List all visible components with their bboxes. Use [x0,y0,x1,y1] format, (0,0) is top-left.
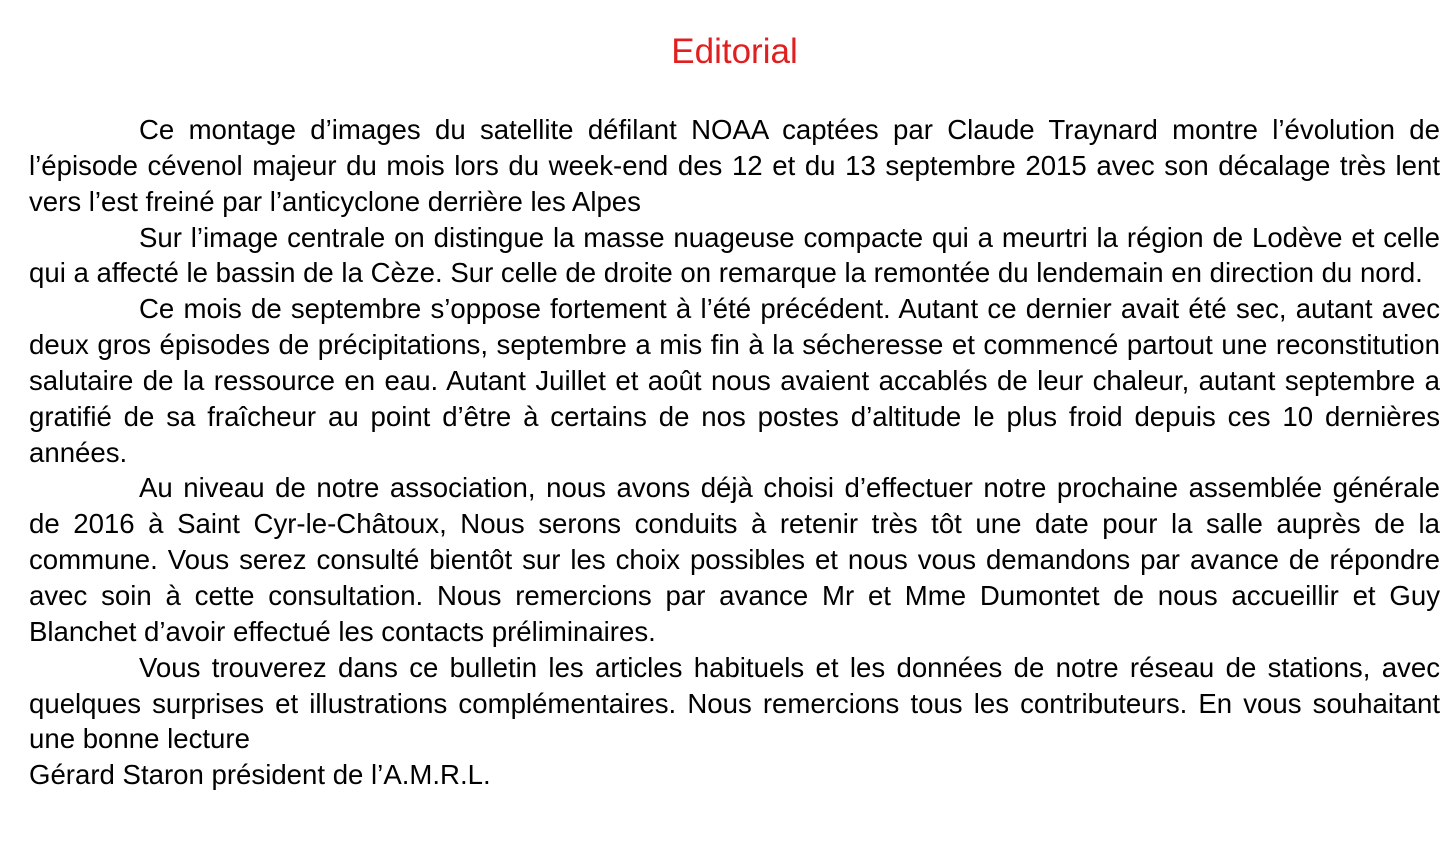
paragraph-central-image: Sur l’image centrale on distingue la masse nuageuse compacte qui a meurtri la région de Lodève et celle qui a affecté le bassin de la Cèze. Sur celle de droite on remarque la remontée du lendemain en direction du nord. [29,221,1440,289]
signature: Gérard Staron président de l’A.M.R.L. [29,759,491,791]
paragraph-association-news: Au niveau de notre association, nous avons déjà choisi d’effectuer notre prochaine assemblée générale de 2016 à Saint Cyr-le-Châtoux, Nous serons conduits à retenir très tôt une date pour la salle auprès de la commune. Vous serez consulté bientôt sur les choix possibles et nous vous demandons par avance de répondre avec soin à cette consultation. Nous remercions par avance Mr et Mme Dumontet de nous accueillir et Guy Blanchet d’avoir effectué les contacts préliminaires. [29,472,1440,647]
page-title: Editorial [671,32,798,71]
editorial-body [29,112,1440,793]
paragraph-satellite-montage: Ce montage d’images du satellite défilant NOAA captées par Claude Traynard montre l’évolution de l’épisode cévenol majeur du mois lors du week-end des 12 et du 13 septembre 2015 avec son décalage très lent vers l’est freiné par l’anticyclone derrière les Alpes [29,114,1440,217]
paragraph-september-weather: Ce mois de septembre s’oppose fortement à l’été précédent. Autant ce dernier avait été sec, autant avec deux gros épisodes de précipitations, septembre a mis fin à la sécheresse et commencé partout une reconstitution salutaire de la ressource en eau. Autant Juillet et août nous avaient accablés de leur chaleur, autant septembre a gratifié de sa fraîcheur au point d’être à certains de nos postes d’altitude le plus froid depuis ces 10 dernières années. [29,293,1440,468]
paragraph-bulletin-contents: Vous trouverez dans ce bulletin les articles habituels et les données de notre réseau de stations, avec quelques surprises et illustrations complémentaires. Nous remercions tous les contributeurs. En vous souhaitant une bonne lecture [29,651,1440,755]
